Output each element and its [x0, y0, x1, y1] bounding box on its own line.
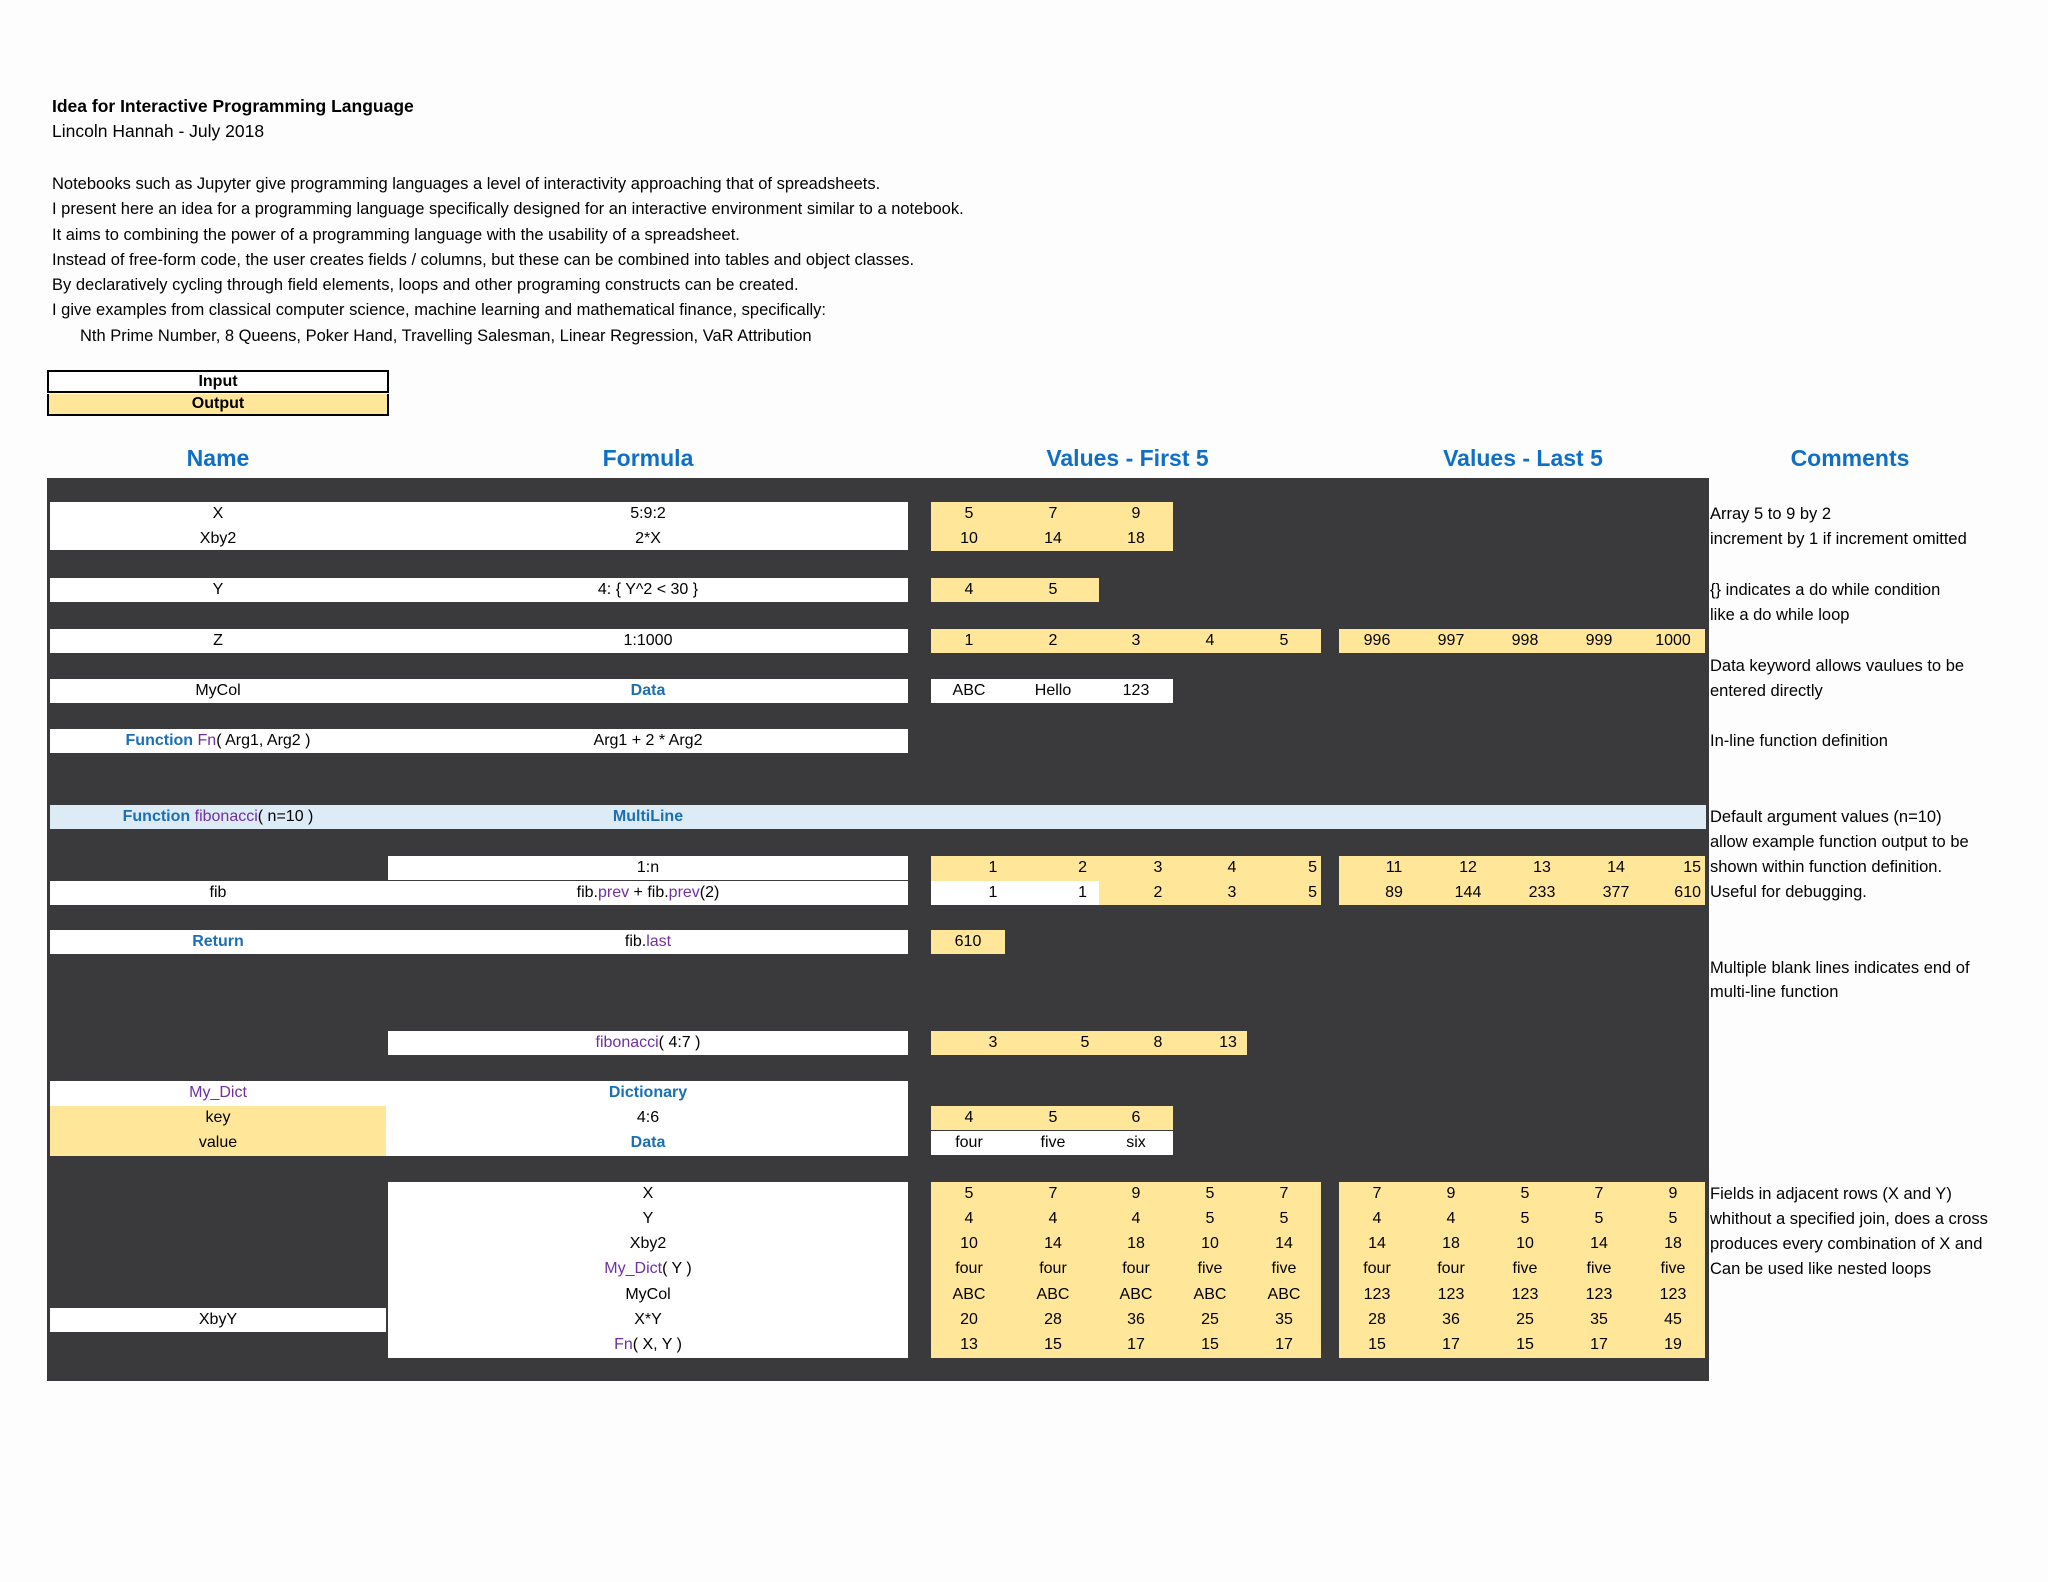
value-cell: 610: [1674, 884, 1701, 901]
value-cell: 377: [1602, 884, 1630, 901]
value-cell: four: [1437, 1260, 1465, 1277]
formula-cell[interactable]: X: [642, 1185, 654, 1202]
value-cell: 20: [960, 1311, 978, 1328]
value-cell: four: [1363, 1260, 1391, 1277]
intro-line: Instead of free-form code, the user creates fields / columns, but these can be combined into tables and object classes.: [52, 250, 915, 269]
formula-keyword-data[interactable]: Data: [630, 1134, 666, 1151]
value-cell: 14: [1590, 1235, 1608, 1252]
name-cell[interactable]: X: [212, 505, 224, 522]
value-cell: 1000: [1655, 632, 1691, 649]
value-cell: 5: [1048, 581, 1058, 598]
formula-cell[interactable]: [388, 1257, 908, 1281]
value-cell: 10: [960, 1235, 978, 1252]
value-cell: 28: [1044, 1311, 1062, 1328]
formula-keyword-data[interactable]: Data: [630, 682, 666, 699]
comment-line: Multiple blank lines indicates end of: [1710, 959, 1970, 977]
value-cell: 25: [1201, 1311, 1219, 1328]
value-cell: 11: [1385, 859, 1403, 876]
formula-keyword-multiline[interactable]: MultiLine: [612, 808, 684, 825]
function-args: ( Arg1, Arg2 ): [216, 732, 311, 749]
value-cell: 18: [1664, 1235, 1682, 1252]
formula-cell[interactable]: [388, 930, 908, 954]
intro-line: By declaratively cycling through field elements, loops and other programing constructs can be created.: [52, 276, 799, 295]
intro-line: I present here an idea for a programming language specifically designed for an interactive environment similar to a notebook.: [52, 200, 964, 219]
value-cell: 7: [1594, 1185, 1604, 1202]
comment-line: like a do while loop: [1710, 606, 1850, 624]
value-cell: 7: [1048, 1185, 1058, 1202]
comment-line: Fields in adjacent rows (X and Y): [1710, 1185, 1952, 1203]
value-cell: 25: [1516, 1311, 1534, 1328]
intro-line: It aims to combining the power of a programming language with the usability of a spreadsheet.: [52, 225, 740, 244]
value-cell: ABC: [1267, 1286, 1301, 1303]
value-cell: four: [955, 1260, 983, 1277]
value-cell: 997: [1437, 632, 1465, 649]
value-cell: 5: [1080, 1034, 1090, 1051]
value-cell: 9: [1446, 1185, 1456, 1202]
doc-title: Idea for Interactive Programming Language: [52, 96, 414, 116]
value-cell: 12: [1459, 859, 1477, 876]
data-input-cell[interactable]: five: [1040, 1134, 1066, 1151]
header-last5: Values - Last 5: [1443, 445, 1603, 471]
formula-identifier: last: [646, 933, 672, 950]
function-definition-name[interactable]: [50, 729, 386, 753]
value-cell: 10: [1201, 1235, 1219, 1252]
value-cell: 10: [1516, 1235, 1534, 1252]
formula-identifier: prev: [668, 884, 700, 901]
value-cell: 5: [1048, 1109, 1058, 1126]
value-cell: 18: [1127, 530, 1145, 547]
header-comments: Comments: [1790, 445, 1910, 471]
value-cell: 6: [1131, 1109, 1141, 1126]
value-cell: 4: [1446, 1210, 1456, 1227]
value-cell: 5: [1279, 1210, 1289, 1227]
intro-line-examples: Nth Prime Number, 8 Queens, Poker Hand, Travelling Salesman, Linear Regression, VaR Attribution: [80, 326, 812, 345]
value-cell: 89: [1385, 884, 1403, 901]
legend-output: Output: [47, 394, 389, 416]
formula-identifier: fibonacci: [595, 1034, 659, 1051]
value-cell: 35: [1275, 1311, 1293, 1328]
function-identifier: Fn: [197, 732, 217, 749]
name-cell[interactable]: key: [205, 1109, 231, 1126]
formula-cell[interactable]: 1:n: [388, 856, 908, 880]
value-cell: 15: [1201, 1336, 1219, 1353]
value-cell: 4: [1227, 859, 1237, 876]
value-cell: 7: [1279, 1185, 1289, 1202]
value-cell: 19: [1664, 1336, 1682, 1353]
value-cell: 14: [1368, 1235, 1386, 1252]
value-cell: 4: [964, 1210, 974, 1227]
value-cell: five: [1512, 1260, 1538, 1277]
formula-cell[interactable]: Arg1 + 2 * Arg2: [593, 732, 703, 749]
value-cell: 5: [964, 505, 974, 522]
comment-line: shown within function definition.: [1710, 858, 1943, 876]
value-cell: 123: [1659, 1286, 1687, 1303]
intro-line: Notebooks such as Jupyter give programming languages a level of interactivity approaching that of spreadsheets.: [52, 175, 881, 193]
name-cell[interactable]: Z: [213, 632, 223, 649]
value-cell: 36: [1442, 1311, 1460, 1328]
data-input-cell[interactable]: Hello: [1034, 682, 1072, 699]
name-cell[interactable]: MyCol: [195, 682, 241, 699]
formula-part: + fib.: [629, 884, 669, 901]
value-cell: ABC: [1119, 1286, 1153, 1303]
value-cell: 4: [1372, 1210, 1382, 1227]
header-formula: Formula: [602, 445, 694, 471]
value-cell: 28: [1368, 1311, 1386, 1328]
comment-line: increment by 1 if increment omitted: [1710, 530, 1967, 548]
value-cell: 8: [1153, 1034, 1163, 1051]
value-cell: 15: [1368, 1336, 1386, 1353]
value-cell: 123: [1585, 1286, 1613, 1303]
value-cell: 4: [964, 581, 974, 598]
data-input-cell[interactable]: four: [955, 1134, 983, 1151]
value-cell: 5: [1668, 1210, 1678, 1227]
data-input-cell[interactable]: six: [1126, 1134, 1146, 1151]
value-cell: 3: [988, 1034, 998, 1051]
value-cell: 14: [1607, 859, 1625, 876]
value-cell: 5: [1279, 632, 1289, 649]
comment-line: produces every combination of X and: [1710, 1235, 1983, 1253]
formula-cell[interactable]: Xby2: [629, 1235, 667, 1252]
value-cell: 9: [1131, 1185, 1141, 1202]
value-cell: 5: [1308, 859, 1317, 876]
value-cell: 15: [1683, 859, 1701, 876]
intro-text: [52, 172, 964, 349]
value-cell: 7: [1372, 1185, 1382, 1202]
value-cell: 7: [1048, 505, 1058, 522]
value-cell: 2: [1048, 632, 1058, 649]
value-cell: 17: [1275, 1336, 1293, 1353]
formula-identifier: prev: [597, 884, 630, 901]
value-cell: 36: [1127, 1311, 1145, 1328]
comment-line: multi-line function: [1710, 983, 1839, 1001]
function-args: ( n=10 ): [257, 808, 314, 825]
comment-line: Useful for debugging.: [1710, 883, 1867, 901]
value-cell: 10: [960, 530, 978, 547]
value-cell: five: [1271, 1260, 1297, 1277]
header-first5: Values - First 5: [1046, 445, 1209, 471]
value-cell: 9: [1131, 505, 1141, 522]
formula-cell[interactable]: MyCol: [625, 1286, 671, 1303]
formula-cell[interactable]: 2*X: [635, 530, 661, 547]
formula-cell[interactable]: [388, 881, 908, 905]
value-cell: 4: [1048, 1210, 1058, 1227]
formula-identifier: My_Dict: [604, 1260, 663, 1277]
value-cell: 144: [1454, 884, 1482, 901]
value-cell: 13: [1219, 1034, 1237, 1051]
data-input-cell[interactable]: ABC: [952, 682, 986, 699]
formula-part: ( X, Y ): [632, 1336, 682, 1353]
return-keyword[interactable]: Return: [192, 933, 244, 950]
name-cell[interactable]: Xby2: [199, 530, 237, 547]
value-cell: 4: [1205, 632, 1215, 649]
value-cell: 18: [1442, 1235, 1460, 1252]
formula-cell[interactable]: [388, 1333, 908, 1357]
value-cell: 14: [1275, 1235, 1293, 1252]
value-cell: 13: [960, 1336, 978, 1353]
formula-part: fib.: [576, 884, 598, 901]
doc-author: Lincoln Hannah - July 2018: [52, 121, 265, 141]
value-cell[interactable]: 1: [988, 884, 998, 901]
value-cell: 9: [1668, 1185, 1678, 1202]
comment-line: Default argument values (n=10): [1710, 808, 1942, 826]
name-cell[interactable]: value: [198, 1134, 238, 1151]
value-cell: 1: [988, 859, 998, 876]
formula-part: fib.: [624, 933, 647, 950]
formula-part: ( Y ): [662, 1260, 692, 1277]
name-cell[interactable]: fib: [209, 884, 227, 901]
value-cell: 5: [1520, 1185, 1530, 1202]
value-cell: five: [1586, 1260, 1612, 1277]
comment-line: allow example function output to be: [1710, 833, 1969, 851]
value-cell[interactable]: 1: [1078, 884, 1087, 901]
formula-part: (2): [699, 884, 720, 901]
value-cell: 5: [1205, 1185, 1215, 1202]
function-identifier: fibonacci: [194, 808, 258, 825]
comment-line: In-line function definition: [1710, 732, 1888, 750]
value-cell: 5: [1308, 884, 1317, 901]
formula-cell[interactable]: Y: [642, 1210, 654, 1227]
header-name: Name: [186, 445, 250, 471]
value-cell: 610: [931, 930, 1005, 954]
formula-part: ( 4:7 ): [658, 1034, 701, 1051]
function-keyword: Function: [122, 808, 191, 825]
formula-cell[interactable]: 4: { Y^2 < 30 }: [597, 581, 699, 598]
value-cell: five: [1660, 1260, 1686, 1277]
value-cell: 4: [1131, 1210, 1141, 1227]
comment-line: Data keyword allows vaulues to be: [1710, 657, 1965, 675]
name-cell[interactable]: Y: [212, 581, 224, 598]
formula-cell[interactable]: 1:1000: [623, 632, 673, 649]
formula-cell[interactable]: X*Y: [634, 1311, 662, 1328]
value-cell: ABC: [952, 1286, 986, 1303]
formula-keyword-dictionary[interactable]: Dictionary: [608, 1084, 688, 1101]
value-cell: 998: [1511, 632, 1539, 649]
value-cell: 123: [1511, 1286, 1539, 1303]
value-cell: 17: [1590, 1336, 1608, 1353]
value-cell: 123: [1363, 1286, 1391, 1303]
value-cell: 45: [1664, 1311, 1682, 1328]
value-cell: 996: [1363, 632, 1391, 649]
legend-input: Input: [47, 370, 389, 393]
comment-line: whithout a specified join, does a cross: [1710, 1210, 1988, 1228]
dictionary-name[interactable]: My_Dict: [189, 1084, 247, 1101]
value-cell: 2: [1153, 884, 1163, 901]
value-cell: 3: [1131, 632, 1141, 649]
value-cell: 17: [1127, 1336, 1145, 1353]
value-cell: five: [1197, 1260, 1223, 1277]
value-cell: 233: [1528, 884, 1556, 901]
value-cell: 13: [1533, 859, 1551, 876]
value-cell: 15: [1516, 1336, 1534, 1353]
value-cell: 18: [1127, 1235, 1145, 1252]
value-cell: 3: [1227, 884, 1237, 901]
value-cell: 5: [964, 1185, 974, 1202]
value-cell: ABC: [1193, 1286, 1227, 1303]
formula-identifier: Fn: [614, 1336, 633, 1353]
name-cell[interactable]: XbyY: [198, 1311, 238, 1328]
value-cell: 5: [1594, 1210, 1604, 1227]
intro-line: I give examples from classical computer science, machine learning and mathematical finance, specifically:: [52, 301, 827, 320]
value-cell: 2: [1078, 859, 1087, 876]
value-cell: 35: [1590, 1311, 1608, 1328]
formula-cell[interactable]: 5:9:2: [630, 505, 666, 522]
data-input-cell[interactable]: 123: [1122, 682, 1150, 699]
value-cell: 123: [1437, 1286, 1465, 1303]
formula-cell[interactable]: [388, 1031, 908, 1055]
value-cell: 1: [964, 632, 974, 649]
comment-line: entered directly: [1710, 682, 1823, 700]
comment-line: Array 5 to 9 by 2: [1710, 505, 1832, 523]
value-cell: 15: [1044, 1336, 1062, 1353]
formula-cell[interactable]: 4:6: [636, 1109, 660, 1126]
value-cell: 4: [964, 1109, 974, 1126]
value-cell: four: [1122, 1260, 1150, 1277]
value-cell: ABC: [1036, 1286, 1070, 1303]
comment-line: {} indicates a do while condition: [1710, 581, 1941, 599]
value-cell: 14: [1044, 1235, 1062, 1252]
value-cell: four: [1039, 1260, 1067, 1277]
function-definition-name[interactable]: [50, 805, 386, 829]
value-cell: 17: [1442, 1336, 1460, 1353]
comment-line: Can be used like nested loops: [1710, 1260, 1932, 1278]
value-cell: 5: [1205, 1210, 1215, 1227]
function-keyword: Function: [125, 732, 194, 749]
value-cell: 5: [1520, 1210, 1530, 1227]
value-cell: 999: [1585, 632, 1613, 649]
value-cell: 14: [1044, 530, 1062, 547]
value-cell: 3: [1153, 859, 1163, 876]
